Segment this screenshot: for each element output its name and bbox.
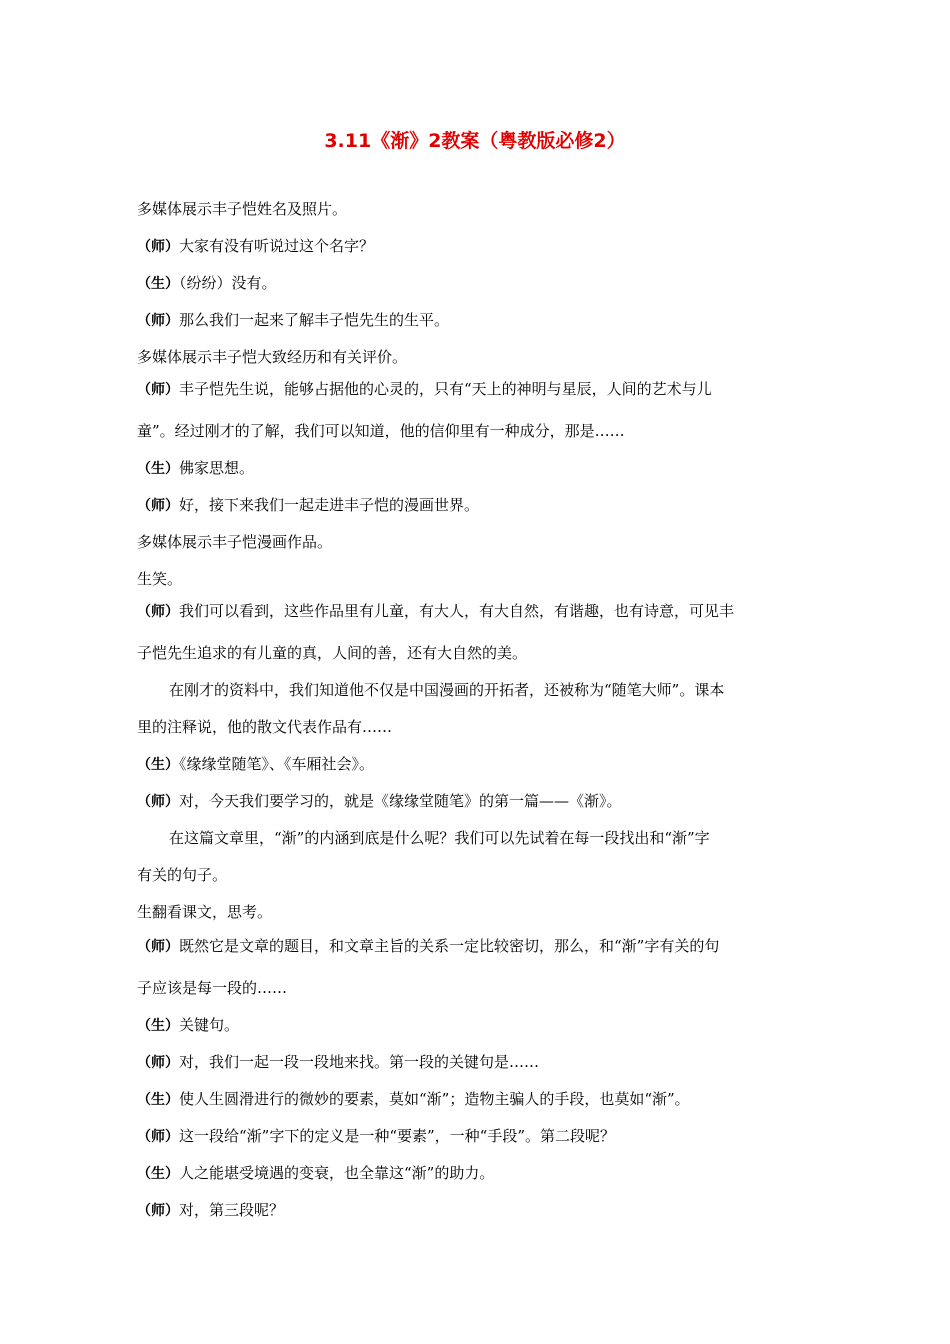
line-text: 多媒体展示丰子恺漫画作品。	[137, 533, 333, 551]
dialogue-line	[137, 346, 407, 368]
line-text: 生笑。	[137, 570, 183, 588]
speaker-label: （师）	[137, 498, 179, 514]
line-text: 我们可以看到，这些作品里有儿童，有大人，有大自然，有谐趣，也有诗意，可见丰	[179, 602, 735, 620]
dialogue-line	[137, 642, 527, 664]
line-text: 这一段给“渐”字下的定义是一种“要素”，一种“手段”。第二段呢？	[179, 1127, 616, 1145]
dialogue-line	[137, 568, 182, 590]
line-text: 子应该是每一段的……	[137, 979, 288, 997]
dialogue-line	[137, 457, 254, 479]
line-text: 使人生圆滑进行的微妙的要素，莫如“渐”；造物主骗人的手段，也莫如“渐”。	[179, 1090, 690, 1108]
dialogue-line	[137, 935, 719, 957]
line-text: 既然它是文章的题目，和文章主旨的关系一定比较密切，那么，和“渐”字有关的句	[179, 937, 720, 955]
dialogue-line	[137, 235, 374, 257]
speaker-label: （生）	[137, 757, 179, 773]
speaker-label: （生）	[137, 1018, 179, 1034]
dialogue-line	[137, 1014, 239, 1036]
dialogue-line	[137, 600, 734, 622]
speaker-label: （师）	[137, 794, 179, 810]
dialogue-line	[137, 309, 449, 331]
dialogue-line	[137, 716, 392, 738]
speaker-label: （生）	[137, 1092, 179, 1108]
speaker-label: （生）	[137, 1166, 179, 1182]
line-text: 好，接下来我们一起走进丰子恺的漫画世界。	[179, 496, 480, 514]
speaker-label: （师）	[137, 604, 179, 620]
line-text: 在这篇文章里，“渐”的内涵到底是什么呢？我们可以先试着在每一段找出和“渐”字	[169, 829, 710, 847]
speaker-label: （师）	[137, 1129, 179, 1145]
dialogue-line	[137, 1088, 690, 1110]
dialogue-line	[137, 977, 287, 999]
dialogue-line	[137, 1199, 284, 1221]
speaker-label: （师）	[137, 1055, 179, 1071]
line-text: 那么我们一起来了解丰子恺先生的生平。	[179, 311, 450, 329]
line-text: 在刚才的资料中，我们知道他不仅是中国漫画的开拓者，还被称为“随笔大师”。课本	[169, 681, 725, 699]
dialogue-line	[137, 1125, 615, 1147]
line-text: 大家有没有听说过这个名字？	[179, 237, 375, 255]
line-text: 对，我们一起一段一段地来找。第一段的关键句是……	[179, 1053, 540, 1071]
dialogue-line	[137, 1051, 539, 1073]
speaker-label: （师）	[137, 382, 179, 398]
line-text: （纷纷）没有。	[179, 274, 277, 292]
line-text: 对，第三段呢？	[179, 1201, 285, 1219]
line-text: 生翻看课文，思考。	[137, 903, 273, 921]
dialogue-line	[137, 531, 332, 553]
dialogue-line	[137, 378, 712, 400]
line-text: 佛家思想。	[179, 459, 255, 477]
dialogue-line	[137, 198, 347, 220]
document-title: 3.11《渐》2教案（粤教版必修2）	[324, 130, 626, 152]
speaker-label: （生）	[137, 461, 179, 477]
line-text: 人之能堪受境遇的变衰，也全靠这“渐”的助力。	[179, 1164, 495, 1182]
dialogue-line	[137, 864, 227, 886]
dialogue-line	[137, 827, 710, 849]
dialogue-line	[137, 494, 479, 516]
line-text: 童”。经过刚才的了解，我们可以知道，他的信仰里有一种成分，那是……	[137, 422, 625, 440]
dialogue-line	[137, 679, 724, 701]
dialogue-line	[137, 753, 374, 775]
line-text: 关键句。	[179, 1016, 240, 1034]
speaker-label: （生）	[137, 276, 179, 292]
line-text: 丰子恺先生说，能够占据他的心灵的，只有“天上的神明与星辰，人间的艺术与儿	[179, 380, 712, 398]
dialogue-line	[137, 1162, 494, 1184]
speaker-label: （师）	[137, 1203, 179, 1219]
line-text: 子恺先生追求的有儿童的真，人间的善，还有大自然的美。	[137, 644, 528, 662]
dialogue-line	[137, 790, 622, 812]
speaker-label: （师）	[137, 939, 179, 955]
line-text: 对，今天我们要学习的，就是《缘缘堂随笔》的第一篇——《渐》。	[179, 792, 622, 810]
dialogue-line	[137, 901, 272, 923]
line-text: 有关的句子。	[137, 866, 228, 884]
line-text: 多媒体展示丰子恺大致经历和有关评价。	[137, 348, 408, 366]
line-text: 里的注释说，他的散文代表作品有……	[137, 718, 393, 736]
speaker-label: （师）	[137, 313, 179, 329]
line-text: 《缘缘堂随笔》、《车厢社会》。	[179, 755, 375, 773]
dialogue-line	[137, 272, 277, 294]
dialogue-line	[137, 420, 625, 442]
line-text: 多媒体展示丰子恺姓名及照片。	[137, 200, 348, 218]
speaker-label: （师）	[137, 239, 179, 255]
